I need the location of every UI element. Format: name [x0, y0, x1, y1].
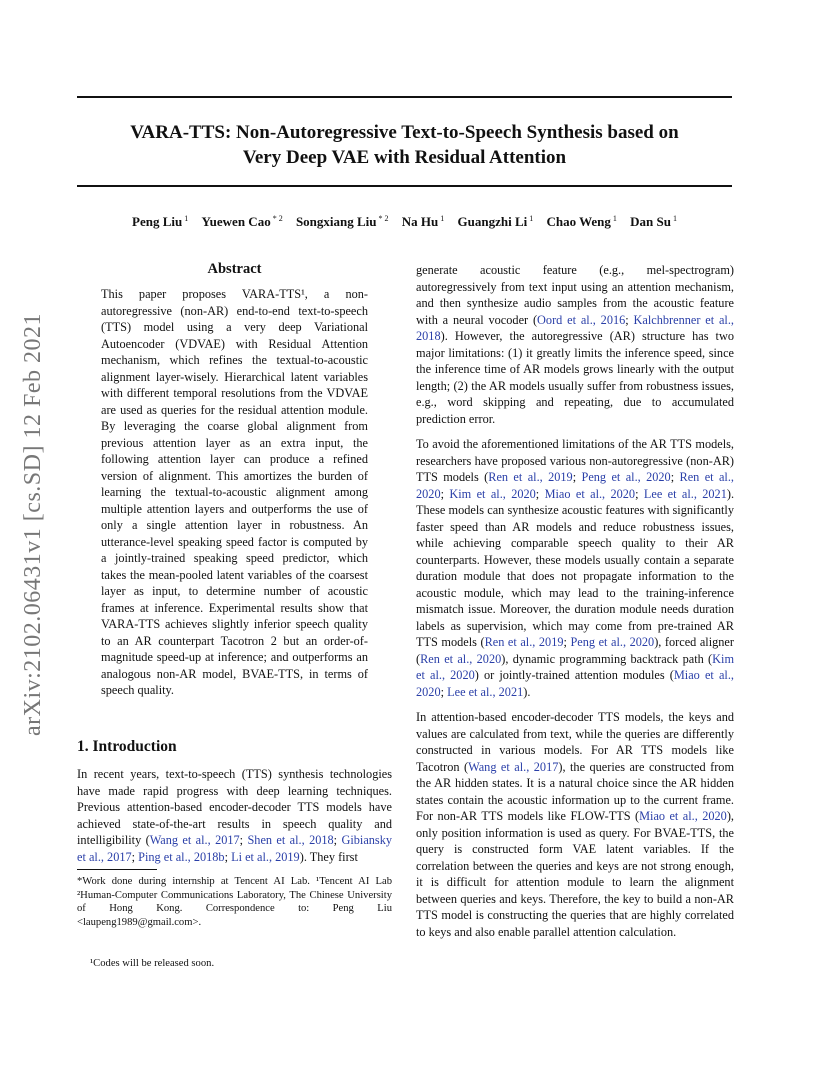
right-column — [416, 262, 734, 949]
citation-link[interactable]: Kim et al., 2020 — [449, 486, 536, 501]
footnote-rule — [77, 869, 157, 870]
section-heading-introduction: 1. Introduction — [77, 738, 177, 755]
author: Na Hu $^1$ — [401, 213, 445, 229]
citation-link[interactable]: Lee et al., 2021 — [447, 684, 524, 699]
paragraph: In attention-based encoder-decoder TTS models, the keys and values are calculated from text, while the queries are differently constructed in various models. For AR TTS models like Tacotron (Wang et al., 2017), the queries are constructed from the AR hidden states. It is a natural choice since the AR hidden states contain the acoustic information up to the current frame. For non-AR TTS models like FLOW-TTS (Miao et al., 2020), only position information is used as query. For BVAE-TTS, the query is constructed form VAE latent variables. If the correlation between the queries and keys are not strong enough, it is difficult for attention module to learn the alignment between queries and keys. Therefore, the key to build a non-AR TTS model is constructing the queries that are highly correlated to keys and also enable parallel attention calculation. — [416, 710, 735, 939]
title-line-1: VARA-TTS: Non-Autoregressive Text-to-Speech Synthesis based on — [130, 122, 679, 143]
author: Chao Weng $^1$ — [546, 213, 617, 229]
citation-link[interactable]: Shen et al., 2018 — [247, 833, 334, 847]
footnote-code: ¹Codes will be released soon. — [90, 958, 215, 969]
introduction-paragraph: In recent years, text-to-speech (TTS) synthesis technologies have made rapid progress with deep learning techniques. Previous attention-based encoder-decoder TTS models have achieved state-of-the-art results in speech quality and intelligibility (Wang et al., 2017; Shen et al., 2018; Gibiansky et al., 2017; Ping et al., 2018b; Li et al., 2019). They first — [77, 767, 393, 864]
paragraph: generate acoustic feature (e.g., mel-spectrogram) autoregressively from text input using an attention mechanism, and then synthesize audio samples from the acoustic feature with a neural vocoder (Oord et al., 2016; Kalchbrenner et al., 2018). However, the autoregressive (AR) structure has two major limitations: (1) it greatly limits the inference speed, since the inference time of AR models grows linearly with the output length; (2) the AR models usually suffer from robustness issues, e.g., word skipping and repeating, due to accumulated prediction error. — [416, 263, 734, 426]
top-rule — [77, 96, 732, 98]
abstract-text: This paper proposes VARA-TTS¹, a non-autoregressive (non-AR) end-to-end text-to-speech (TTS) model using a very deep Variational Autoencoder (VDVAE) with Residual Attention mechanism, which refines the textual-to-acoustic alignment layer-wisely. Hierarchical latent variables with different temporal resolutions from the VDVAE are used as queries for the residual attention module. By leveraging the coarse global alignment from previous attention layer as an extra input, the following attention layer can produce a refined version of alignment. This amortizes the burden of learning the textual-to-acoustic alignment among multiple attention layers and outperforms the use of only a single attention layer in robustness. An utterance-level speaking speed factor is computed by a jointly-trained speaking speed predictor, which takes the mean-pooled latent variables of the coarsest layer as input, to determine number of acoustic frames at inference. Experimental results show that VARA-TTS achieves slightly inferior speech quality to an AR counterpart Tacotron 2 but an order-of-magnitude speed-up at inference; and outperforms an analogous non-AR model, BVAE-TTS, in terms of speech quality. — [101, 287, 368, 697]
abstract-heading: Abstract — [207, 261, 262, 277]
title-line-2: Very Deep VAE with Residual Attention — [242, 147, 567, 168]
author-list — [77, 214, 732, 230]
author: Yuewen Cao $^{* 2}$ — [201, 213, 283, 229]
author: Peng Liu $^1$ — [132, 213, 189, 229]
citation-link[interactable]: Wang et al., 2017 — [468, 759, 559, 774]
author: Songxiang Liu $^{* 2}$ — [295, 213, 389, 229]
citation-link[interactable]: Li et al., 2019 — [231, 849, 300, 864]
footnote-affiliations: *Work done during internship at Tencent AI Lab. ¹Tencent AI Lab ²Human-Computer Communications Laboratory, The Chinese University of Hong Kong. Correspondence to: Peng Liu <laupeng1989@gmail.com>. — [77, 876, 392, 928]
citation-link[interactable]: Miao et al., 2020 — [639, 809, 727, 823]
citation-link[interactable]: Wang et al., 2017 — [149, 833, 240, 847]
citation-link[interactable]: Ren et al., 2020 — [416, 470, 734, 501]
citation-link[interactable]: Kalchbrenner et al., 2018 — [416, 312, 734, 343]
citation-link[interactable]: Oord et al., 2016 — [537, 312, 626, 327]
bottom-rule — [77, 185, 732, 187]
citation-link[interactable]: Ren et al., 2020 — [420, 651, 502, 666]
citation-link[interactable]: Peng et al., 2020 — [570, 635, 655, 649]
author: Dan Su $^1$ — [630, 213, 677, 229]
citation-link[interactable]: Kim et al., 2020 — [416, 651, 735, 682]
arxiv-stamp: arXiv:2102.06431v1 [cs.SD] 12 Feb 2021 — [20, 313, 46, 737]
citation-link[interactable]: Miao et al., 2020 — [416, 668, 734, 699]
paper-title — [77, 120, 732, 170]
citation-link[interactable]: Ren et al., 2019 — [484, 635, 564, 649]
citation-link[interactable]: Lee et al., 2021 — [643, 486, 727, 501]
citation-link[interactable]: Ren et al., 2019 — [488, 470, 573, 484]
citation-link[interactable]: Peng et al., 2020 — [581, 470, 671, 484]
citation-link[interactable]: Gibiansky et al., 2017 — [77, 833, 393, 864]
citation-link[interactable]: Ping et al., 2018b — [138, 849, 225, 864]
citation-link[interactable]: Miao et al., 2020 — [544, 486, 636, 501]
author: Guangzhi Li $^1$ — [457, 213, 534, 229]
paragraph: To avoid the aforementioned limitations of the AR TTS models, researchers have proposed various non-autoregressive (non-AR) TTS models (Ren et al., 2019; Peng et al., 2020; Ren et al., 2020; Kim et al., 2020; Miao et al., 2020; Lee et al., 2021). These models can synthesize acoustic features with significantly faster speed than AR models and reduce robustness issues, while achieving comparable speech quality to their AR counterparts. However, these models usually contain a separate duration module that does not propagate information to the acoustic module, which may lead to the training-inference mismatch issue. Moreover, the duration module needs duration labels as supervision, which may come from pre-trained AR TTS models (Ren et al., 2019; Peng et al., 2020), forced aligner (Ren et al., 2020), dynamic programming backtrack path (Kim et al., 2020) or jointly-trained attention modules (Miao et al., 2020; Lee et al., 2021). — [416, 437, 735, 699]
